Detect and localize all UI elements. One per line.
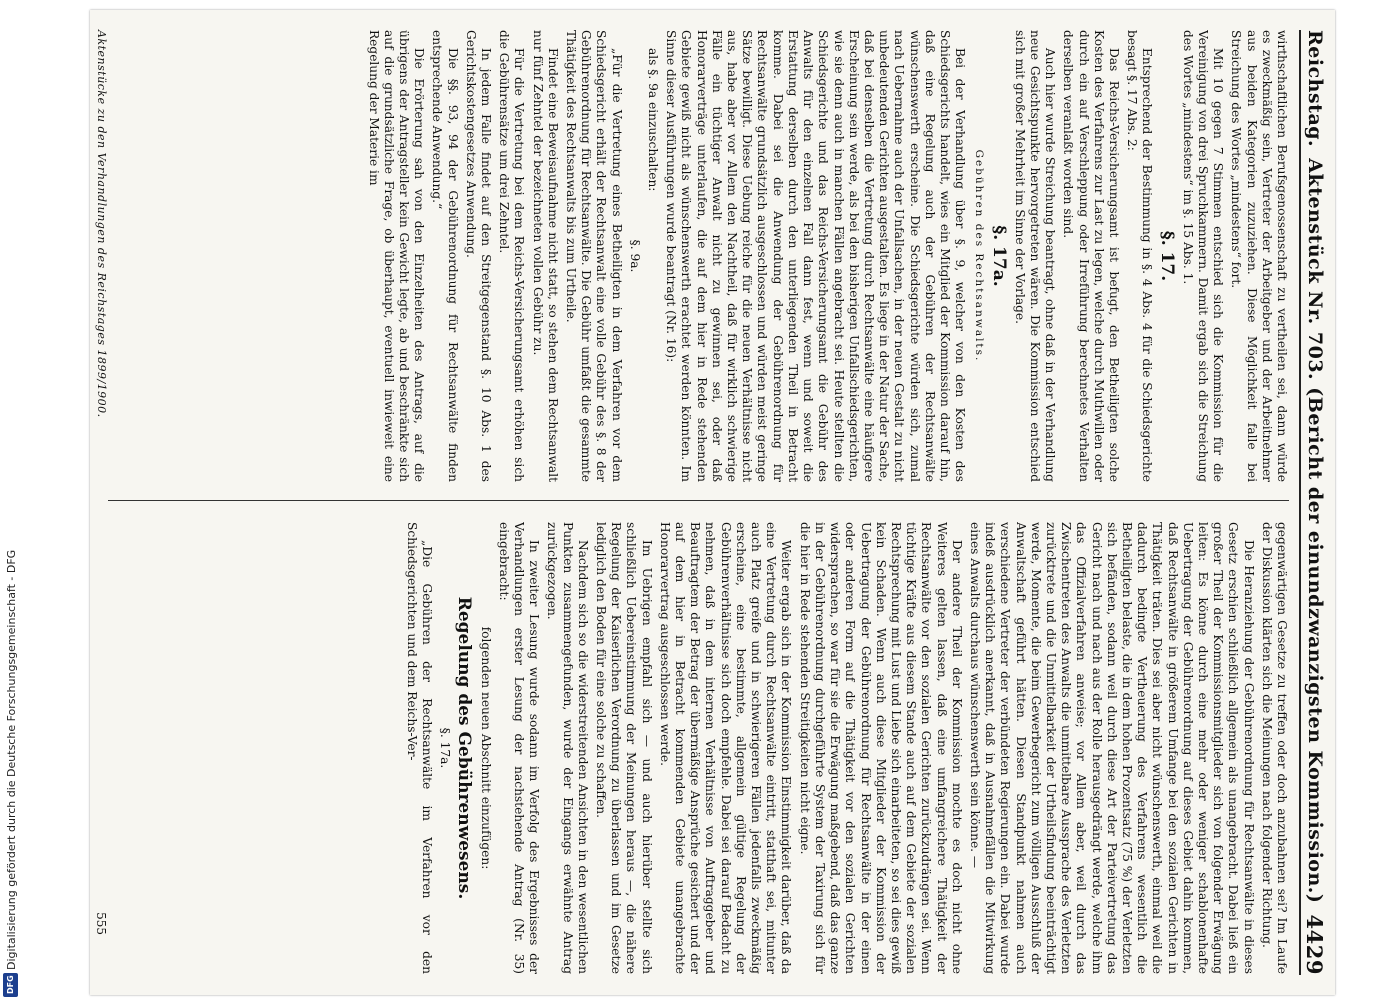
quote-paragraph-2: Findet eine Beweisaufnahme nicht statt, so stehen dem Rechtsanwalt nur fünf Zehntel der bezeichneten vollen Gebühr zu.	[530, 30, 560, 482]
dfg-logo-icon: DFG	[3, 973, 18, 997]
left-paragraph-6: Bei der Verhandlung über §. 9, welcher von den Kosten des Schiedsgerichts handelt, wies ein Mitglied der Kommission darauf hin, daß eine Regelung auch der Gebühren der Rechtsanwälte wünschenswerth erscheine. Die Schiedsgerichte würden sich, zumal nach Uebernahme auch der Unfallsachen, in der neuen Gestalt zu nicht unbedeutenden Gerichten ausgestalten. Es liege in der Natur der Sache, daß bei denselben die Vertretung durch Rechtsanwälte eine häufigere Erscheinung sein werde, als bei den bisherigen Unfallschiedsgerichten, wie sie denn auch in manchen Fällen angebracht sei. Heute stellten die Schiedsgerichte und das Reichs-Versicherungsamt die Gebühr des Anwalts für den einzelnen Fall dann fest, wenn und soweit die Erstattung derselben durch den unterliegenden Theil in Betracht komme. Dabei sei die Anwendung der Gebührenordnung für Rechtsanwälte grundsätzlich ausgeschlossen und würden meist geringe Sätze bewilligt. Diese Uebung reiche für die neuen Verhältnisse nicht aus, habe aber vor Allem den Nachtheil, daß für wirklich schwierige Fälle ein tüchtiger Anwalt nicht zu gewinnen sei, oder daß Honorarverträge unterlaufen, die auf dem hier in Rede stehenden Gebiete gewiß nicht als wünschenswerth erachtet werden könnten. Im Sinne dieser Ausführungen wurde beantragt (Nr. 16):	[664, 30, 968, 482]
page-content-rotated	[90, 10, 1335, 995]
right-paragraph-6: Nachdem sich so die widerstreitenden Ansichten in den wesentlichen Punkten zusammengefunden, wurde der Eingangs erwähnte Antrag zurückgezogen.	[545, 522, 590, 974]
quote-paragraph-1: „Für die Vertretung eines Betheiligten in dem Verfahren vor dem Schiedsgericht erhält der Rechtsanwalt eine volle Gebühr des §. 8 der Gebührenordnung für Rechtsanwälte. Die Gebühr umfaßt die gesammte Thätigkeit des Rechtsanwalts bis zum Urtheile.	[564, 30, 624, 482]
right-column	[108, 522, 1289, 974]
scanned-page	[90, 10, 1335, 995]
header-aktenstueck	[1304, 147, 1326, 914]
gebuehrenwesen-heading: Regelung des Gebührenwesens.	[454, 596, 475, 900]
section-17-heading: §. 17.	[1156, 230, 1177, 282]
page-footer: Aktenstücke zu den Verhandlungen des Reichstages 1899/1900.	[95, 30, 108, 418]
left-paragraph-5: Auch hier wurde Streichung beantragt, ohne daß in der Verhandlung neue Gesichtspunkte hervorgetreten wären. Die Kommission entschied sich mit großer Mehrheit im Sinne der Vorlage.	[1012, 30, 1058, 482]
left-paragraph-3: Entsprechend der Bestimmung in §. 4 Abs. 4 für die Schiedsgerichte besagt §. 17 Abs. 2:	[1125, 30, 1155, 482]
right-paragraph-5: Im Uebrigen empfahl sich — und auch hierüber stellte sich schließlich Uebereinstimmung der Meinungen heraus —, die nähere Regelung der Kaiserlichen Verordnung zu überlassen und im Gesetze lediglich den Boden für eine solche zu schaffen.	[594, 522, 654, 974]
footer-page-mark: 555	[94, 912, 108, 935]
quote-paragraph-4: In jedem Falle findet auf den Streitgegenstand §. 10 Abs. 1 des Gerichtskostengesetzes Anwendung.	[463, 30, 494, 482]
section-9a-heading: §. 9a.	[627, 239, 642, 273]
left-paragraph-4: Das Reichs-Versicherungsamt ist befugt, den Betheiligten solche Kosten des Verfahrens zur Last zu legen, welche durch Muthwillen oder durch ein auf Verschleppung oder Irreführung berechnetes Verhalten derselben veranlaßt worden sind.	[1061, 30, 1121, 482]
dfg-credit-text: Digitalisierung gefördert durch die Deutsche Forschungsgemeinschaft - DFG	[4, 549, 18, 970]
right-paragraph-4: Weiter ergab sich in der Kommission Einstimmigkeit darüber, daß da eine Vertretung durch Rechtsanwälte eintritt, statthaft sei, mitunter auch Platz greife und in schwierigeren Fällen jedenfalls zweckmäßig erscheine, eine bestimmte, allgemein gültige Regelung der Gebührenverhältnisse sich doch empfehle. Dabei sei darauf Bedacht zu nehmen, daß in dem internen Verhältnisse von Auftraggeber und Beauftragtem der Betrag der übermäßige Ansprüche gesichert und der auf dem hier in Betracht kommenden Gebiete unangebrachte Honorarvertrag ausgeschlossen werde.	[657, 522, 794, 974]
header-document-number: Aktenstück Nr. 703.	[1304, 158, 1326, 381]
left-column	[108, 30, 1289, 482]
quote-paragraph-5: Die §§. 93, 94 der Gebührenordnung für Rechtsanwälte finden entsprechende Anwendung.“	[430, 30, 460, 482]
header-report-title: (Bericht der einundzwanzigsten Kommission.)	[1304, 387, 1326, 904]
header-reichstag: Reichstag.	[1304, 30, 1326, 148]
right-paragraph-2: Die Heranziehung der Gebührenordnung für Rechtsanwälte in dieses Gesetz erschien schließlich allgemein als unangebracht. Dabei ließ ein großer Theil der Kommissionsmitglieder sich von folgender Erwägung leiten: Es könne durch eine mehr oder weniger schablonenhafte Uebertragung der Gebührenordnung auf dieses Gebiet dahin kommen, daß Rechtsanwälte in größerem Umfange bei den sozialen Gerichten in Thätigkeit träten. Dies sei aber nicht wünschenswerth, einmal weil die dadurch bedingte Vertheuerung des Verfahrens wesentlich die Betheiligten belaste, die in dem hohen Prozentsatz (75 %) der Verletzten sich befänden, sodann weil durch diese Art der Parteivertretung das Gericht nach und nach aus der Rolle herausgedrängt werde, welche ihm das Offizialverfahren anweise; vor Allem aber, weil durch das Zwischentreten des Anwalts die unmittelbare Aussprache des Verletzten zurücktrete und die Unmittelbarkeit der Urtheilsfindung beeinträchtigt werde, Momente, die beim Gewerbegericht zum völligen Ausschluß der Anwaltschaft geführt hätten. Diesen Standpunkt nahmen auch verschiedene Vertreter der verbündeten Regierungen ein. Dabei wurde indeß ausdrücklich anerkannt, daß in Ausnahmefällen die Mitwirkung eines Anwalts durchaus wünschenswerth sein könne. —	[967, 522, 1256, 974]
left-paragraph-8: Die Erörterung sah von den Einzelheiten des Antrags, auf die übrigens der Antragsteller kein Gewicht legte, ab und beschränkte sich auf die grundsätzliche Frage, ob überhaupt, eventuell inwieweit eine Regelung der Materie im	[366, 30, 427, 482]
right-quote-paragraph: „Die Gebühren der Rechtsanwälte im Verfahren vor den Schiedsgerichten und dem Reichs-Ver-	[404, 522, 435, 974]
section-17a-heading: §. 17a.	[988, 225, 1009, 287]
left-paragraph-7: als §. 9a einzuschalten:	[646, 48, 661, 192]
page-header	[1299, 30, 1329, 975]
quote-paragraph-3: Für die Vertretung bei dem Reichs-Versicherungsamt erhöhen sich die Gebührensätze um drei Zehntel.	[497, 30, 527, 482]
right-section-17a-heading: §. 17a.	[438, 727, 453, 769]
left-paragraph-2: Mit 10 gegen 7 Stimmen entschied sich die Kommission für die Vereinigung von drei Spruchkammern. Damit ergab sich die Streichung des Wortes „mindestens“ im §. 15 Abs. 1.	[1180, 30, 1226, 482]
left-paragraph-1: wirthschaftlichen Berufsgenossenschaft zu vertheilen sei, dann würde es zweckmäßig sein, Vertreter der Arbeitgeber und der Arbeitnehmer aus beiden Kategorien zuzuziehen. Diese Möglichkeit falle bei Streichung des Wortes „mindestens“ fort.	[1229, 30, 1289, 482]
right-paragraph-1: gegenwärtigen Gesetze zu treffen oder doch anzubahnen sei? Im Laufe der Diskussion klärten sich die Meinungen nach folgender Richtung.	[1259, 522, 1289, 974]
dfg-credit-strip	[0, 0, 22, 1000]
header-page-number: 4429	[1302, 914, 1328, 975]
right-paragraph-3: Der andere Theil der Kommission mochte es doch nicht ohne Weiteres gelten lassen, daß eine umfangreichere Thätigkeit der Rechtsanwälte vor den sozialen Gerichten zurückzudrängen sei. Wenn tüchtige Kräfte aus diesem Stande auch auf dem Gebiete der sozialen Rechtsprechung mit Lust und Liebe sich einarbeiteten, so sei dies gewiß kein Schaden. Wenn auch diese Mitglieder der Kommission der Uebertragung der Gebührenordnung für Rechtsanwälte in der einen oder anderen Form auf die Thätigkeit vor den sozialen Gerichten widersprachen, so war für sie die Erwägung maßgebend, daß das ganze in der Gebührenordnung durchgeführte System der Taxirung sich für die hier in Rede stehenden Streitigkeiten nicht eigne.	[797, 522, 964, 974]
section-17a-subheading: Gebühren des Rechtsanwalts.	[973, 149, 986, 363]
right-paragraph-7: In zweiter Lesung wurde sodann im Verfolg des Ergebnisses der Verhandlungen erster Lesung der nachstehende Antrag (Nr. 35) eingebracht:	[496, 522, 542, 974]
right-paragraph-8: folgenden neuen Abschnitt einzufügen:	[478, 626, 493, 870]
column-divider	[108, 500, 1289, 501]
